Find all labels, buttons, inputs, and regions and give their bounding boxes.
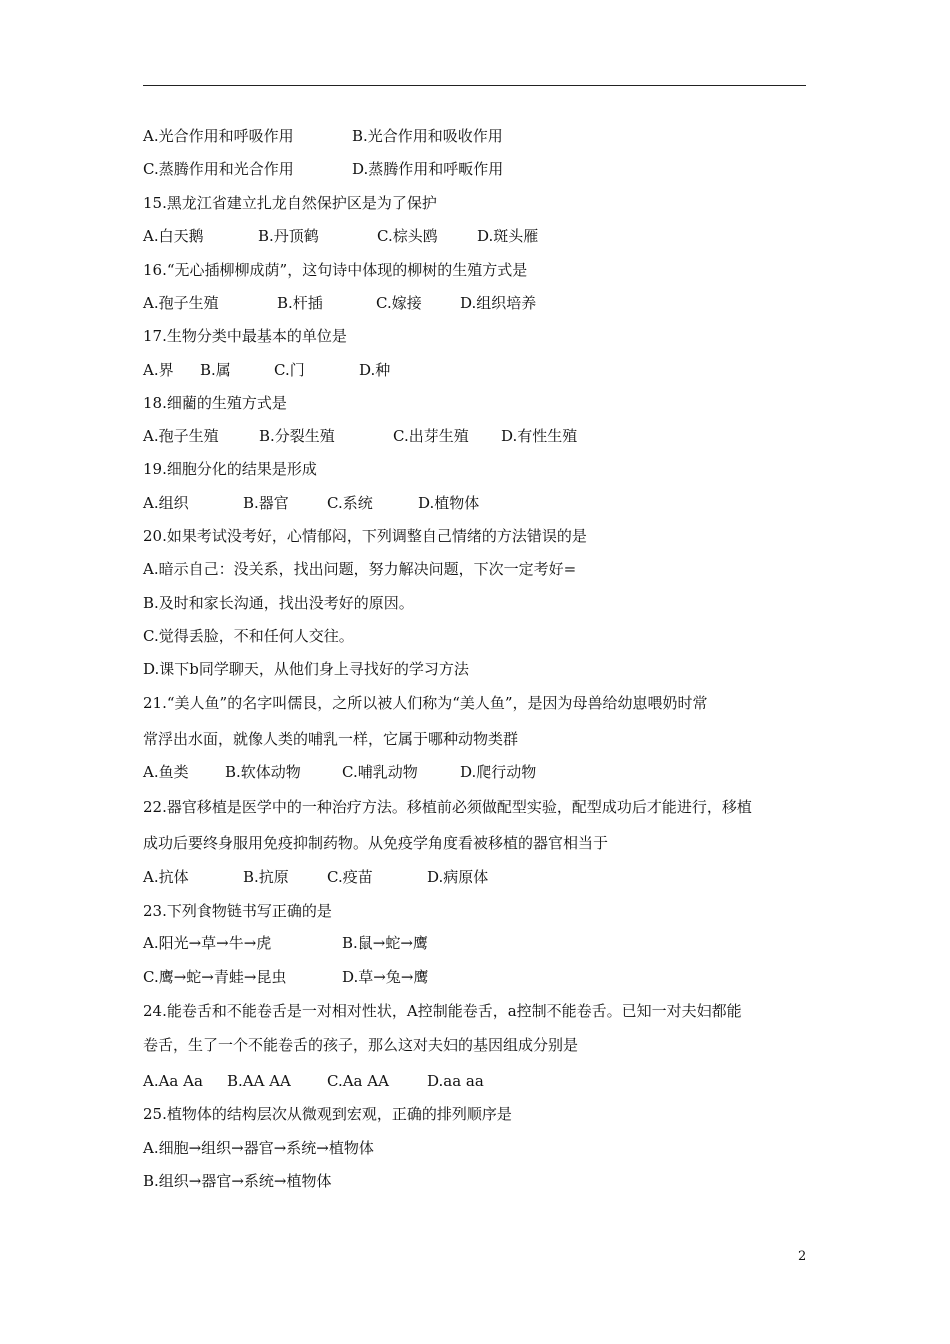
text-line: A.细胞→组织→器官→系统→植物体: [143, 1139, 374, 1157]
header-rule: [143, 85, 806, 86]
text-line: 25.植物体的结构层次从微观到宏观，正确的排列顺序是: [143, 1105, 512, 1123]
text-line: 18.细藺的生殖方式是: [143, 394, 287, 412]
answer-option: B.鼠→蛇→鹰: [342, 934, 428, 952]
answer-option: B.分裂生殖: [259, 427, 335, 445]
options-row: [143, 360, 806, 380]
options-row: [143, 426, 806, 446]
answer-option: A.Aa Aa: [143, 1072, 203, 1090]
text-line: 22.器官移植是医学中的一种治疗方法。移植前必须做配型实验，配型成功后才能进行，移植: [143, 798, 752, 816]
answer-option: A.组织: [143, 494, 189, 512]
text-line: 15.黑龙江省建立扎龙自然保护区是为了保护: [143, 194, 437, 212]
answer-option: C.嫁接: [376, 294, 422, 312]
text-line: 21.“美人鱼”的名字叫儒艮，之所以被人们称为“美人鱼”，是因为母兽给幼崽喂奶时常: [143, 694, 708, 712]
answer-option: A.白天鹅: [143, 227, 204, 245]
answer-option: C.疫苗: [327, 868, 373, 886]
options-row: [143, 1071, 806, 1091]
text-line: B.组织→器官→系统→植物体: [143, 1172, 332, 1190]
text-line: D.课下b同学聊天，从他们身上寻找好的学习方法: [143, 660, 469, 678]
answer-option: C.系统: [327, 494, 373, 512]
answer-option: D.病原体: [427, 868, 489, 886]
answer-option: D.草→兔→鹰: [342, 968, 429, 986]
text-line: C.觉得丢脸，不和任何人交往。: [143, 627, 354, 645]
answer-option: A.界: [143, 361, 174, 379]
options-row: [143, 493, 806, 513]
answer-option: C.哺乳动物: [342, 763, 418, 781]
answer-option: C.门: [274, 361, 305, 379]
options-row: [143, 226, 806, 246]
text-line: 16.“无心插柳柳成荫”，这句诗中体现的柳树的生殖方式是: [143, 261, 528, 279]
answer-option: B.属: [200, 361, 231, 379]
answer-option: A.孢子生殖: [143, 294, 219, 312]
text-line: 17.生物分类中最基本的单位是: [143, 327, 347, 345]
answer-option: C.棕头鸥: [377, 227, 438, 245]
answer-option: D.有性生殖: [501, 427, 578, 445]
answer-option: D.组织培养: [460, 294, 537, 312]
answer-option: C.鹰→蛇→青蛙→昆虫: [143, 968, 287, 986]
answer-option: D.aa aa: [427, 1072, 484, 1090]
options-row: [143, 159, 806, 179]
answer-option: A.鱼类: [143, 763, 189, 781]
options-row: [143, 762, 806, 782]
answer-option: D.爬行动物: [460, 763, 537, 781]
text-line: B.及时和家长沟通，找出没考好的原因。: [143, 594, 414, 612]
answer-option: A.阳光→草→牛→虎: [143, 934, 272, 952]
answer-option: C.Aa AA: [327, 1072, 389, 1090]
options-row: [143, 293, 806, 313]
answer-option: D.种: [359, 361, 391, 379]
answer-option: B.杆插: [277, 294, 323, 312]
text-line: 23.下列食物链书写正确的是: [143, 902, 332, 920]
answer-option: A.光合作用和呼吸作用: [143, 127, 294, 145]
answer-option: B.软体动物: [225, 763, 301, 781]
options-row: [143, 867, 806, 887]
answer-option: B.器官: [243, 494, 289, 512]
answer-option: B.AA AA: [227, 1072, 291, 1090]
answer-option: D.植物体: [418, 494, 480, 512]
text-line: 19.细胞分化的结果是形成: [143, 460, 317, 478]
text-line: A.暗示自己：没关系，找出问题，努力解决问题，下次一定考好=: [143, 560, 577, 578]
answer-option: A.抗体: [143, 868, 189, 886]
answer-option: D.斑头雁: [477, 227, 539, 245]
answer-option: B.光合作用和吸收作用: [352, 127, 503, 145]
text-line: 常浮出水面，就像人类的哺乳一样，它属于哪种动物类群: [143, 730, 519, 748]
options-row: [143, 967, 806, 987]
answer-option: A.孢子生殖: [143, 427, 219, 445]
answer-option: C.蒸腾作用和光合作用: [143, 160, 294, 178]
page-number: 2: [798, 1249, 807, 1264]
text-line: 卷舌，生了一个不能卷舌的孩子，那么这对夫妇的基因组成分别是: [143, 1036, 579, 1054]
answer-option: B.抗原: [243, 868, 289, 886]
options-row: [143, 933, 806, 953]
text-line: 成功后要终身服用免疫抑制药物。从免疫学角度看被移植的器官相当于: [143, 834, 609, 852]
answer-option: D.蒸腾作用和呼畈作用: [352, 160, 504, 178]
answer-option: B.丹顶鹤: [258, 227, 319, 245]
answer-option: C.出芽生殖: [393, 427, 469, 445]
options-row: [143, 126, 806, 146]
text-line: 20.如果考试没考好，心情郁闷，下列调整自己情绪的方法错误的是: [143, 527, 587, 545]
text-line: 24.能卷舌和不能卷舌是一对相对性状，A控制能卷舌，a控制不能卷舌。已知一对夫妇都能: [143, 1002, 742, 1020]
